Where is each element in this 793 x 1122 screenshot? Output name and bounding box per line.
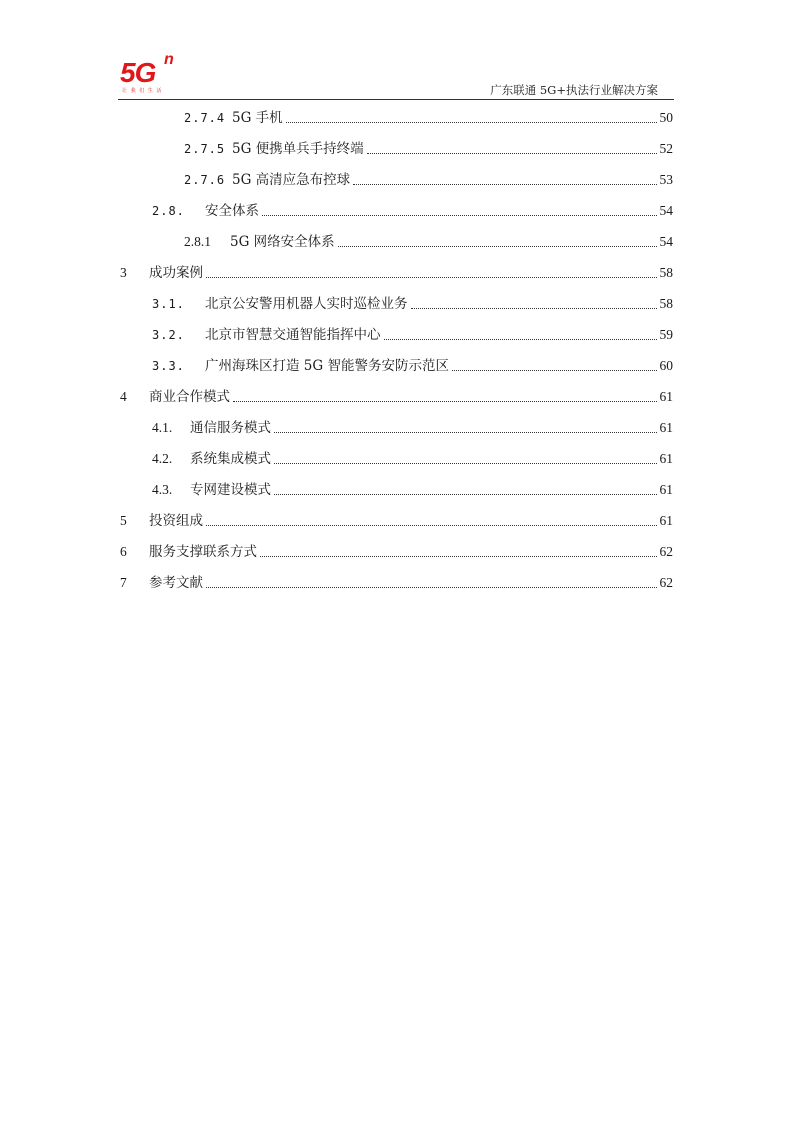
toc-leader-dots — [233, 390, 657, 402]
toc-entry-title: 北京市智慧交通智能指挥中心 — [205, 327, 381, 343]
toc-entry-page: 50 — [659, 110, 673, 125]
toc-entry-number: 4 — [120, 389, 127, 404]
toc-entry[interactable] — [152, 356, 673, 376]
toc-leader-dots — [452, 359, 657, 371]
toc-entry-page: 61 — [659, 513, 673, 528]
toc-entry-number: 4.3. — [152, 482, 173, 497]
toc-entry[interactable] — [120, 542, 673, 562]
toc-entry[interactable] — [184, 170, 673, 190]
toc-entry-title: 参考文献 — [149, 575, 203, 591]
toc-entry-number: 2.7.6 — [184, 173, 226, 187]
toc-entry-number: 2.7.5 — [184, 142, 226, 156]
toc-entry[interactable] — [184, 108, 673, 128]
toc-entry-title: 成功案例 — [149, 265, 203, 281]
toc-entry-page: 59 — [659, 327, 673, 342]
toc-leader-dots — [206, 514, 657, 526]
logo-superscript: n — [164, 51, 174, 68]
brand-logo — [120, 51, 190, 100]
toc-entry-number: 3.3. — [152, 359, 185, 373]
page-header — [118, 52, 674, 100]
toc-entry[interactable] — [184, 139, 673, 159]
toc-entry-number: 7 — [120, 575, 127, 590]
toc-entry-title: 通信服务模式 — [190, 420, 271, 436]
toc-entry-number: 4.2. — [152, 451, 173, 466]
toc-entry[interactable] — [152, 201, 673, 221]
toc-leader-dots — [274, 452, 657, 464]
toc-entry-page: 62 — [659, 575, 673, 590]
toc-entry[interactable] — [120, 573, 673, 593]
toc-entry-title: 服务支撑联系方式 — [149, 544, 257, 560]
toc-leader-dots — [274, 483, 657, 495]
logo-slogan: 让 我 们 生 活 — [122, 88, 163, 94]
toc-entry-page: 54 — [659, 234, 673, 249]
toc-entry[interactable] — [120, 263, 673, 283]
toc-entry-page: 62 — [659, 544, 673, 559]
toc-entry-number: 3.2. — [152, 328, 185, 342]
toc-entry-number: 2.8. — [152, 204, 185, 218]
toc-entry-title: 5G 高清应急布控球 — [232, 172, 351, 188]
toc-entry-title: 安全体系 — [205, 203, 259, 219]
toc-entry[interactable] — [184, 232, 673, 252]
toc-entry-title: 系统集成模式 — [190, 451, 271, 467]
toc-entry-title: 广州海珠区打造 5G 智能警务安防示范区 — [205, 358, 449, 374]
toc-entry[interactable] — [152, 480, 673, 500]
toc-entry-title: 5G 便携单兵手持终端 — [232, 141, 364, 157]
toc-leader-dots — [338, 235, 657, 247]
toc-entry[interactable] — [152, 418, 673, 438]
toc-entry-title: 专网建设模式 — [190, 482, 271, 498]
toc-entry-number: 6 — [120, 544, 127, 559]
toc-entry-title: 5G 手机 — [232, 110, 283, 126]
toc-leader-dots — [274, 421, 657, 433]
toc-leader-dots — [367, 142, 657, 154]
toc-entry-page: 60 — [659, 358, 673, 373]
toc-entry-page: 61 — [659, 451, 673, 466]
toc-entry-page: 58 — [659, 296, 673, 311]
toc-entry-number: 3 — [120, 265, 127, 280]
toc-entry-title: 商业合作模式 — [149, 389, 230, 405]
toc-entry[interactable] — [152, 325, 673, 345]
toc-leader-dots — [353, 173, 656, 185]
header-divider — [118, 99, 674, 100]
logo-mark: 5G — [120, 57, 156, 88]
toc-entry[interactable] — [120, 387, 673, 407]
toc-entry-page: 53 — [659, 172, 673, 187]
toc-leader-dots — [286, 111, 657, 123]
toc-entry-number: 5 — [120, 513, 127, 528]
toc-entry-number: 3.1. — [152, 297, 185, 311]
toc-entry[interactable] — [152, 449, 673, 469]
toc-entry-page: 61 — [659, 482, 673, 497]
toc-entry-title: 投资组成 — [149, 513, 203, 529]
toc-entry-title: 北京公安警用机器人实时巡检业务 — [205, 296, 408, 312]
toc-leader-dots — [384, 328, 657, 340]
toc-entry[interactable] — [152, 294, 673, 314]
toc-leader-dots — [411, 297, 657, 309]
toc-entry-page: 61 — [659, 389, 673, 404]
toc-entry-number: 4.1. — [152, 420, 173, 435]
toc-entry-page: 61 — [659, 420, 673, 435]
toc-entry-page: 52 — [659, 141, 673, 156]
toc-entry-title: 5G 网络安全体系 — [230, 234, 335, 250]
toc-entry-page: 58 — [659, 265, 673, 280]
toc-entry-number: 2.7.4 — [184, 111, 226, 125]
toc-leader-dots — [206, 576, 657, 588]
toc-leader-dots — [262, 204, 657, 216]
toc-entry-number: 2.8.1 — [184, 234, 211, 249]
toc-leader-dots — [260, 545, 657, 557]
document-title: 广东联通 5G+执法行业解决方案 — [490, 83, 658, 97]
toc-leader-dots — [206, 266, 657, 278]
toc-entry-page: 54 — [659, 203, 673, 218]
toc-entry[interactable] — [120, 511, 673, 531]
